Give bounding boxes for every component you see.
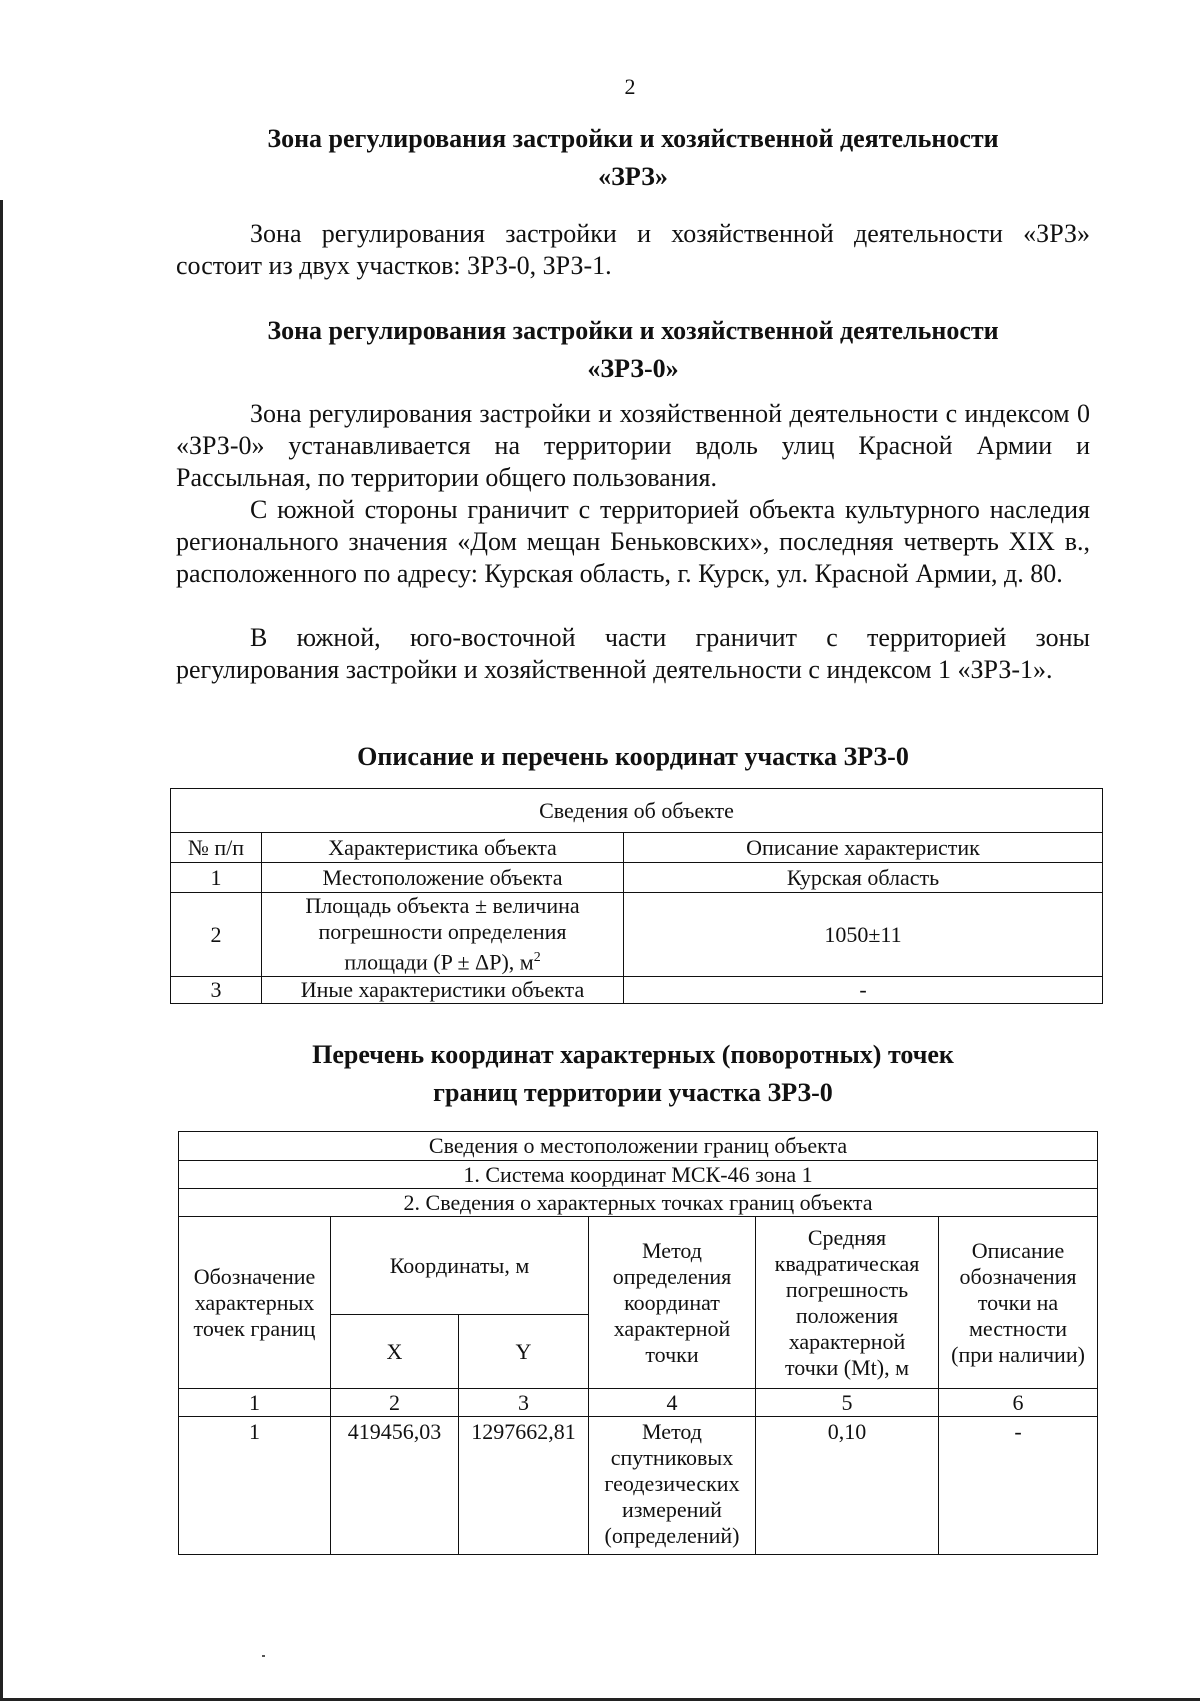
object-info-table-wrap <box>170 788 1103 1004</box>
boundary-points-table-wrap <box>178 1131 1098 1555</box>
error-header-l5: характерной <box>788 1328 906 1354</box>
location-description-header-l4: местности <box>968 1315 1068 1341</box>
point-label-header-l2: характерных <box>194 1289 315 1315</box>
point-1-x: 419456,03 <box>331 1417 459 1555</box>
method-header-l5: точки <box>645 1341 699 1367</box>
point-1-method-l1: Метод <box>642 1419 702 1444</box>
y-header: Y <box>459 1315 589 1389</box>
boundary-info-title: Сведения о местоположении границ объекта <box>179 1132 1098 1161</box>
method-header <box>589 1217 756 1389</box>
error-header-l4: положения <box>795 1302 899 1328</box>
column-numbers-row <box>179 1389 1098 1417</box>
zone-paragraph: Зона регулирования застройки и хозяйственной деятельности «ЗРЗ» состоит из двух участков: ЗРЗ-0, ЗРЗ-1. <box>176 219 1090 280</box>
row3-number: 3 <box>171 977 262 1004</box>
row2-name-sup: 2 <box>533 950 541 966</box>
zrz0-heading <box>176 312 1090 388</box>
table-row <box>171 863 1103 893</box>
error-header-l3: погрешность <box>785 1276 909 1302</box>
header-number: № п/п <box>171 833 262 863</box>
error-header-l6: точки (Mt), м <box>784 1354 910 1380</box>
turning-points-heading-line2: границ территории участка ЗРЗ-0 <box>433 1078 833 1107</box>
method-header-l3: координат <box>624 1289 720 1315</box>
row2-number: 2 <box>171 893 262 977</box>
point-1-error: 0,10 <box>756 1417 939 1555</box>
zrz0-heading-line1: Зона регулирования застройки и хозяйственной деятельности <box>267 316 999 345</box>
row2-name <box>262 893 624 977</box>
col-number-6: 6 <box>939 1389 1098 1417</box>
error-header-l1: Средняя <box>807 1224 887 1250</box>
location-description-header-l2: обозначения <box>959 1263 1077 1289</box>
error-header <box>756 1217 939 1389</box>
zrz0-location-paragraph: Зона регулирования застройки и хозяйственной деятельности с индексом 0 «ЗРЗ-0» устанавливается на территории вдоль улиц Красной Армии и Рассыльная, по территории общего пользования. <box>176 399 1090 492</box>
zrz0-southeast-border-paragraph: В южной, юго-восточной части граничит с территорией зоны регулирования застройки и хозяйственной деятельности с индексом 1 «ЗРЗ-1». <box>176 623 1090 684</box>
row1-number: 1 <box>171 863 262 893</box>
col-number-2: 2 <box>331 1389 459 1417</box>
location-description-header-l3: точки на <box>977 1289 1059 1315</box>
method-header-l4: характерной <box>613 1315 731 1341</box>
coordinates-header: Координаты, м <box>331 1217 589 1315</box>
method-header-l2: определения <box>612 1263 732 1289</box>
object-info-title: Сведения об объекте <box>171 789 1103 833</box>
page-number: 2 <box>624 74 636 99</box>
row1-name: Местоположение объекта <box>262 863 624 893</box>
point-1-label: 1 <box>179 1417 331 1555</box>
method-header-l1: Метод <box>642 1237 702 1263</box>
point-label-header <box>179 1217 331 1389</box>
coordinate-system-title: 1. Система координат МСК-46 зона 1 <box>179 1161 1098 1189</box>
zone-heading-line1: Зона регулирования застройки и хозяйственной деятельности <box>267 124 999 153</box>
point-1-description: - <box>939 1417 1098 1555</box>
location-description-header <box>939 1217 1098 1389</box>
row3-name: Иные характеристики объекта <box>262 977 624 1004</box>
point-1-method <box>589 1417 756 1555</box>
row2-name-line1: Площадь объекта ± величина <box>305 893 580 919</box>
row2-name-line3-wrap <box>265 945 620 975</box>
point-label-header-l3: точек границ <box>193 1315 316 1341</box>
turning-points-heading <box>176 1036 1090 1112</box>
point-label-header-l1: Обозначение <box>193 1263 316 1289</box>
col-number-3: 3 <box>459 1389 589 1417</box>
row2-name-line2: погрешности определения <box>318 919 567 945</box>
row2-name-line3: площади (P ± ΔP), м <box>344 949 534 975</box>
col-number-5: 5 <box>756 1389 939 1417</box>
col-number-4: 4 <box>589 1389 756 1417</box>
location-description-header-l5: (при наличии) <box>951 1341 1085 1367</box>
object-info-table <box>170 788 1103 1004</box>
scan-edge-left <box>0 200 3 1701</box>
table-row <box>171 893 1103 977</box>
col-number-1: 1 <box>179 1389 331 1417</box>
point-1-method-l5: (определений) <box>604 1523 740 1548</box>
table-row <box>179 1417 1098 1555</box>
point-1-method-l3: геодезических <box>604 1471 740 1496</box>
zone-heading <box>176 120 1090 196</box>
header-description: Описание характеристик <box>624 833 1103 863</box>
boundary-points-table <box>178 1131 1098 1555</box>
header-characteristic: Характеристика объекта <box>262 833 624 863</box>
row1-value: Курская область <box>624 863 1103 893</box>
location-description-header-l1: Описание <box>971 1237 1065 1263</box>
error-header-l2: квадратическая <box>774 1250 920 1276</box>
points-info-title: 2. Сведения о характерных точках границ объекта <box>179 1189 1098 1217</box>
zrz0-heading-line2: «ЗРЗ-0» <box>587 354 679 383</box>
zrz0-south-border-paragraph: С южной стороны граничит с территорией объекта культурного наследия регионального значения «Дом мещан Беньковских», последняя четверть XIX в., расположенного по адресу: Курская область, г. Курск, ул. Красной Армии, д. 80. <box>176 495 1090 588</box>
turning-points-heading-line1: Перечень координат характерных (поворотных) точек <box>312 1040 954 1069</box>
zone-heading-line2: «ЗРЗ» <box>598 162 668 191</box>
row2-value: 1050±11 <box>624 893 1103 977</box>
point-1-method-l4: измерений <box>622 1497 722 1522</box>
point-1-y: 1297662,81 <box>459 1417 589 1555</box>
scan-speck <box>262 1655 265 1657</box>
table-row <box>171 977 1103 1004</box>
coordinates-description-heading: Описание и перечень координат участка ЗРЗ-0 <box>357 742 909 771</box>
x-header: X <box>331 1315 459 1389</box>
point-1-method-l2: спутниковых <box>610 1445 734 1470</box>
row3-value: - <box>624 977 1103 1004</box>
